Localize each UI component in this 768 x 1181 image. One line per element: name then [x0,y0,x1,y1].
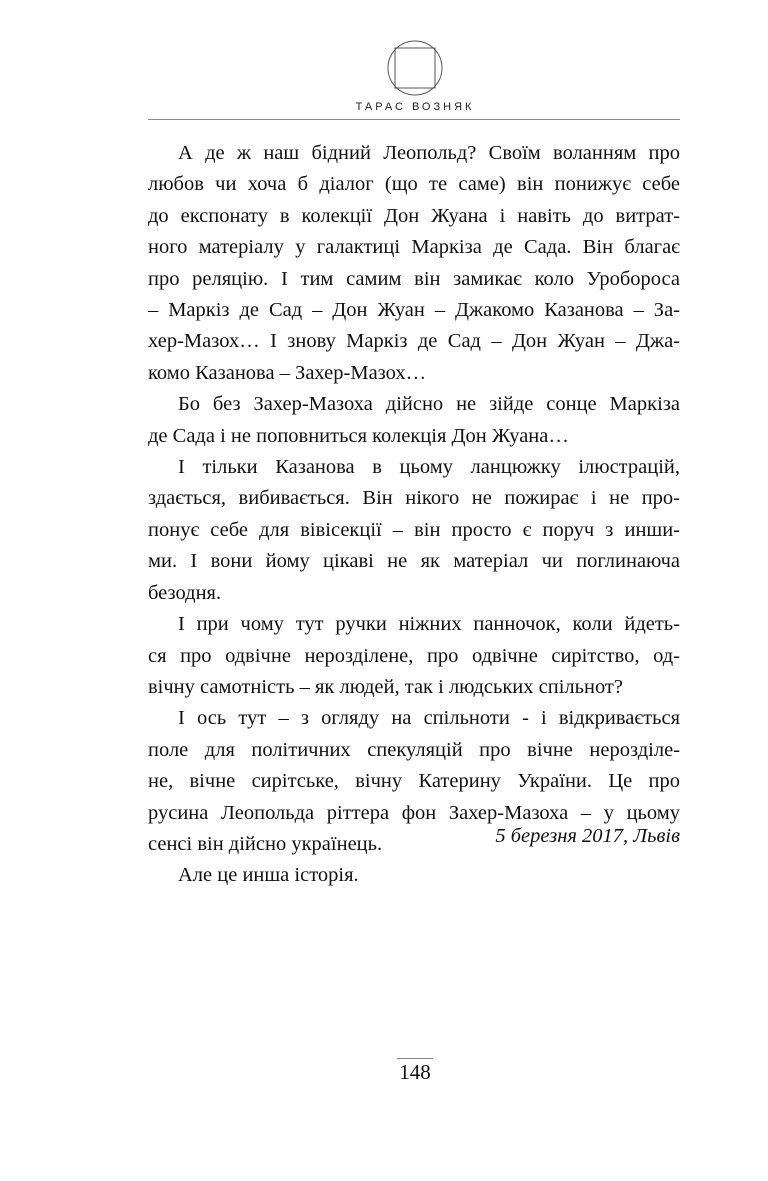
text-line: про реляцію. І тим самим він замикає коло Уробороса [148,267,680,290]
text-line: Але це инша історія. [178,864,359,887]
paragraph [148,609,680,703]
text-line: ного матеріалу у галактиці Маркіза де Сада. Він благає [148,236,680,259]
text-line: безодня. [148,581,222,604]
date-place-signature: 5 березня 2017, Львів [495,825,680,847]
paragraph [148,860,680,891]
text-line: А де ж наш бідний Леопольд? Своїм воланням про [178,142,680,164]
text-line: любов чи хоча б діалог (що те саме) він понижує себе [148,173,680,196]
text-line: до експонату в колекції Дон Жуана і навіть до витрат- [148,204,680,227]
text-line: І ось тут – з огляду на спільноти - і відкривається [178,707,680,730]
text-line: ми. І вони йому цікаві не як матеріал чи поглинаюча [148,550,680,573]
text-line: Бо без Захер-Мазоха дійсно не зійде сонце Маркіза [178,393,680,416]
circle-square-emblem-icon [385,38,445,98]
text-line: – Маркіз де Сад – Дон Жуан – Джакомо Казанова – За- [148,299,680,322]
page-number: 148 [399,1060,431,1084]
text-line: І при чому тут ручки ніжних панночок, коли йдеть- [178,613,680,636]
paragraph [148,138,680,389]
text-line: понує себе для вівісекції – він просто є поруч з инши- [148,518,680,541]
text-line: комо Казанова – Захер-Мазох… [148,361,427,384]
text-line: вічну самотність – як людей, так і людських спільнот? [148,675,623,698]
paragraph [148,452,680,609]
text-line: хер-Мазох… І знову Маркіз де Сад – Дон Жуан – Джа- [148,330,680,353]
body-text [148,138,680,892]
text-line: ся про одвічне нерозділене, про одвічне сирітство, од- [148,644,680,667]
header-divider [148,119,680,120]
text-line: І тільки Казанова в цьому ланцюжку ілюстрацій, [178,456,680,479]
text-line: сенсі він дійсно українець. [148,832,383,855]
text-line: не, вічне сирітське, вічну Катерину України. Це про [148,770,680,793]
text-line: де Сада і не поповниться колекція Дон Жуана… [148,424,569,447]
running-header-author: ТАРАС ВОЗНЯК [355,101,475,113]
text-line: поле для політичних спекуляцій про вічне нерозділе- [148,738,680,761]
text-line: русина Леопольда ріттера фон Захер-Мазоха – у цьому [148,801,680,824]
paragraph [148,389,680,452]
text-line: здається, вибивається. Він нікого не пожирає і не про- [148,487,680,510]
page-number-divider [397,1058,433,1059]
